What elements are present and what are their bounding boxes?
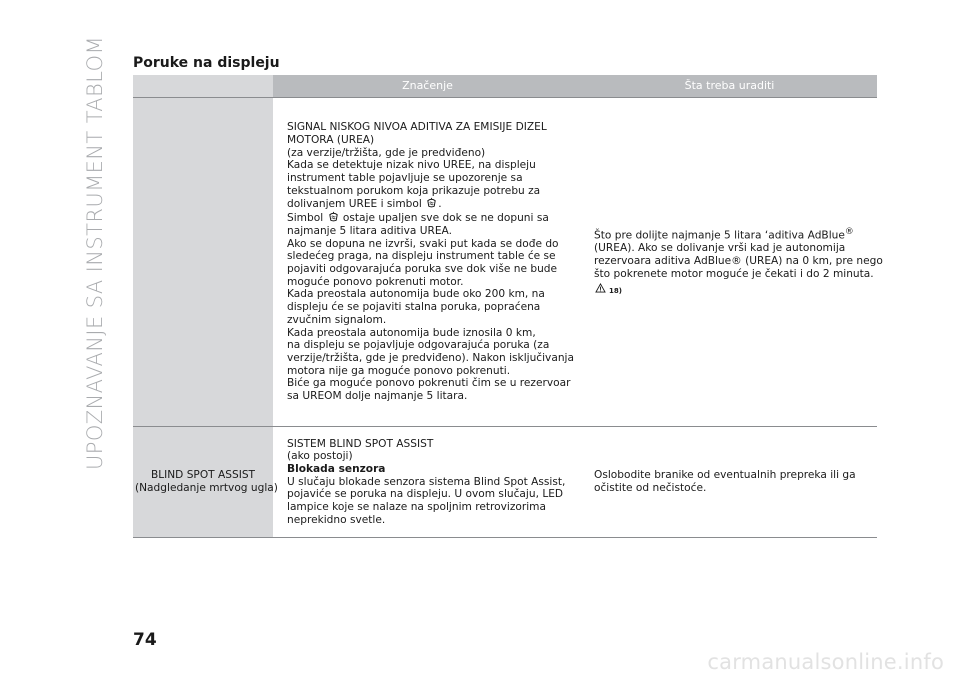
bold-subheading: Blokada senzora [287, 462, 386, 475]
header-meaning: Značenje [273, 75, 582, 98]
text-line: Ako se dopuna ne izvrši, svaki put kada se dođe do [287, 237, 559, 250]
text-line: lampice koje se nalaze na spoljnim retrovizorima [287, 501, 546, 514]
warning-triangle-icon [595, 283, 606, 293]
text-line: Kada preostala autonomija bude iznosila 0 km, [287, 326, 536, 339]
text-line: sa UREOM dolje najmanje 5 litara. [287, 390, 468, 403]
text-fragment: Što pre dolijte najmanje 5 litara ‘aditiva AdBlue [594, 229, 845, 242]
text-fragment: dolivanjem UREE i simbol [287, 198, 422, 211]
text-line: na displeju se pojavljuje odgovarajuća poruka (za [287, 339, 550, 352]
action-cell [582, 98, 883, 427]
row-label-title: BLIND SPOT ASSIST [150, 469, 256, 482]
text-line: rezervoara aditiva AdBlue® (UREA) na 0 km, pre nego [594, 254, 883, 267]
text-line: pojaviti odgovarajuća poruka sve dok više ne bude [287, 263, 558, 275]
chapter-side-title: UPOZNAVANJE SA INSTRUMENT TABLOM [83, 35, 107, 470]
text-line: tekstualnom porukom koja prikazuje potrebu za [287, 184, 541, 197]
text-line: Kada preostala autonomija bude oko 200 km, na [287, 288, 545, 301]
text-line: displeju će se pojaviti stalna poruka, popraćena [287, 301, 541, 314]
table-header-row [133, 75, 877, 98]
action-cell [582, 427, 877, 538]
row-label-empty [133, 98, 273, 427]
text-line: što pokrenete motor moguće je čekati i do 2 minuta. [594, 267, 874, 280]
text-line: Oslobodite branike od eventualnih prepreka ili ga [594, 469, 856, 482]
text-line: (UREA). Ako se dolivanje vrši kad je autonomija [594, 242, 846, 255]
text-line-with-icon [287, 211, 576, 225]
text-line: neprekidno svetle. [287, 513, 386, 526]
text-line: (ako postoji) [287, 450, 353, 463]
text-line: (za verzije/tržišta, gde je predviđeno) [287, 146, 486, 159]
urea-warning-icon [426, 197, 437, 208]
messages-table [133, 75, 883, 538]
text-line: instrument table pojavljuje se upozorenje sa [287, 172, 523, 185]
text-line: Kada se detektuje nizak nivo UREE, na displeju [287, 159, 536, 172]
page-number: 74 [133, 630, 157, 650]
text-line: sledećeg praga, na displeju instrument table će se [287, 250, 556, 263]
text-line: SIGNAL NISKOG NIVOA ADITIVA ZA EMISIJE DIZEL [287, 121, 547, 134]
meaning-cell [273, 98, 582, 427]
header-action: Šta treba uraditi [582, 75, 877, 98]
section-title: Poruke na displeju [133, 55, 280, 71]
registered-mark: ® [844, 226, 854, 237]
text-line: U slučaju blokade senzora sistema Blind Spot Assist, [287, 475, 566, 488]
row-label-cell [133, 427, 278, 538]
meaning-cell [273, 427, 582, 538]
table-row [133, 98, 877, 427]
text-line: Biće ga moguće ponovo pokrenuti čim se u rezervoar [287, 377, 571, 390]
warning-reference [594, 283, 873, 298]
text-line: moguće ponovo pokrenuti motor. [287, 275, 464, 288]
text-line: motora nije ga moguće ponovo pokrenuti. [287, 364, 511, 377]
text-line: verzije/tržišta, gde je predviđeno). Nakon isključivanja [287, 351, 574, 364]
urea-warning-icon [328, 211, 339, 222]
text-line: SISTEM BLIND SPOT ASSIST [287, 437, 434, 450]
row-label-subtitle: (Nadgledanje mrtvog ugla) [135, 482, 278, 494]
text-fragment: . [438, 198, 442, 211]
text-line [594, 226, 873, 242]
text-line: zvučnim signalom. [287, 313, 387, 326]
text-line: pojaviće se poruka na displeju. U ovom slučaju, LED [287, 488, 564, 501]
text-fragment: Simbol [287, 212, 324, 225]
text-line: MOTORA (UREA) [287, 133, 375, 146]
text-line-with-icon [287, 197, 576, 211]
reference-number: 18) [609, 287, 622, 296]
text-line: očistite od nečistoće. [594, 482, 707, 494]
header-empty [133, 75, 273, 98]
table-row [133, 427, 877, 538]
watermark: carmanualsonline.info [707, 650, 944, 674]
text-fragment: ostaje upaljen sve dok se ne dopuni sa [342, 212, 549, 225]
text-line: najmanje 5 litara aditiva UREA. [287, 224, 452, 237]
